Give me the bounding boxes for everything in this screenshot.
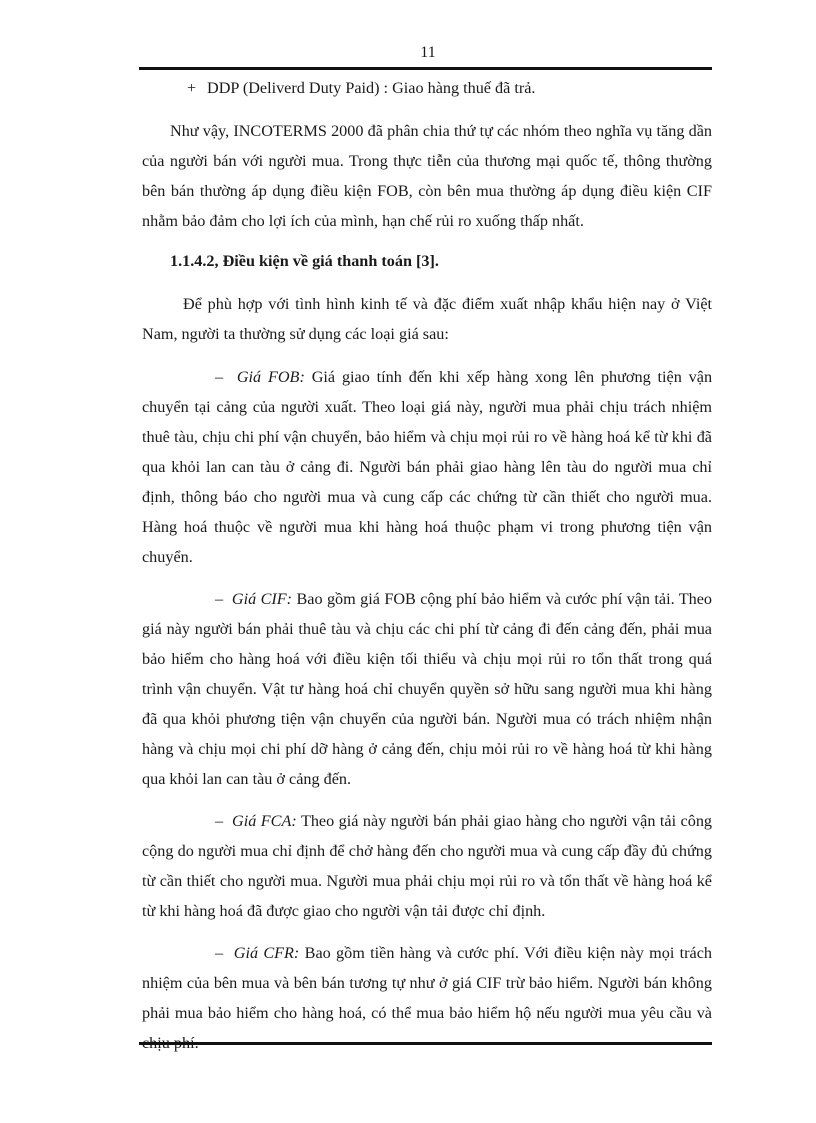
paragraph-incoterms: Như vậy, INCOTERMS 2000 đã phân chia thứ tự các nhóm theo nghĩa vụ tăng dần của người bán với người mua. Trong thực tiễn của thương mại quốc tế, thông thường bên bán thường áp dụng điều kiện FOB, còn bên mua thường áp dụng điều kiện CIF nhằm bảo đảm cho lợi ích của mình, hạn chế rủi ro xuống thấp nhất. xyxy=(142,122,712,230)
term-fob: Giá FOB: xyxy=(236,368,305,386)
section-heading: 1.1.4.2, Điều kiện về giá thanh toán [3]. xyxy=(170,252,439,270)
header-rule xyxy=(139,67,712,70)
bullet-text: DDP (Deliverd Duty Paid) : Giao hàng thuế đã trả. xyxy=(207,79,536,97)
page-number: 11 xyxy=(420,44,436,61)
list-item-fca xyxy=(142,806,712,926)
dash-mark: – xyxy=(215,590,224,608)
item-text-fca: Theo giá này người bán phải giao hàng cho người vận tải công cộng do người mua chỉ định để chở hàng đến cho người mua và cung cấp đầy đủ chứng từ cần thiết cho người mua. Người mua phải chịu mọi rủi ro và tổn thất về hàng hoá kể từ khi hàng hoá đã được giao cho người vận tải được chỉ định. xyxy=(142,812,713,920)
document-body xyxy=(142,73,712,1070)
list-item-cif xyxy=(142,584,712,794)
dash-mark: – xyxy=(215,812,224,830)
dash-mark: – xyxy=(215,368,224,386)
term-cif: Giá CIF: xyxy=(231,590,293,608)
bullet-mark: + xyxy=(187,79,197,97)
paragraph-intro: Để phù hợp với tình hình kinh tế và đặc điểm xuất nhập khẩu hiện nay ở Việt Nam, người ta thường sử dụng các loại giá sau: xyxy=(142,295,712,343)
item-text-fob: Giá giao tính đến khi xếp hàng xong lên phương tiện vận chuyển tại cảng của người xuất. Theo loại giá này, người mua phải chịu trách nhiệm thuê tàu, chịu chi phí vận chuyển, bảo hiểm và chịu mọi rủi ro về hàng hoá kể từ khi đã qua khỏi lan can tàu ở cảng đi. Người bán phải giao hàng lên tàu do người mua chỉ định, thông báo cho người mua và cung cấp các chứng từ cần thiết cho người mua. Hàng hoá thuộc về người mua khi hàng hoá thuộc phạm vi trong phương tiện vận chuyển. xyxy=(142,368,713,566)
item-text-cfr: Bao gồm tiền hàng và cước phí. Với điều kiện này mọi trách nhiệm của bên mua và bên bán tương tự như ở giá CIF trừ bảo hiểm. Người bán không phải mua bảo hiểm cho hàng hoá, có thể mua bảo hiểm hộ nếu người mua yêu cầu và chịu phí. xyxy=(142,944,712,1052)
term-fca: Giá FCA: xyxy=(232,812,297,830)
list-item-cfr xyxy=(142,938,712,1058)
footer-rule xyxy=(139,1042,712,1045)
list-item-fob xyxy=(142,362,712,572)
bullet-ddp xyxy=(142,73,712,103)
dash-mark: – xyxy=(215,944,224,962)
term-cfr: Giá CFR: xyxy=(233,944,300,962)
item-text-cif: Bao gồm giá FOB cộng phí bảo hiểm và cước phí vận tải. Theo giá này người bán phải thuê tàu và chịu các chi phí từ cảng đi đến cảng đến, phải mua bảo hiểm cho hàng hoá với điều kiện tối thiểu và chịu mọi rủi ro tổn thất trong quá trình vận chuyển. Vật tư hàng hoá chỉ chuyển quyền sở hữu sang người mua khi hàng đã qua khỏi phương tiện vận chuyển của người bán. Người mua có trách nhiệm nhận hàng và chịu mọi chi phí dỡ hàng ở cảng đến, chịu mỏi rủi ro về hàng hoá từ khi hàng qua khỏi lan can tàu ở cảng đến. xyxy=(142,590,712,788)
